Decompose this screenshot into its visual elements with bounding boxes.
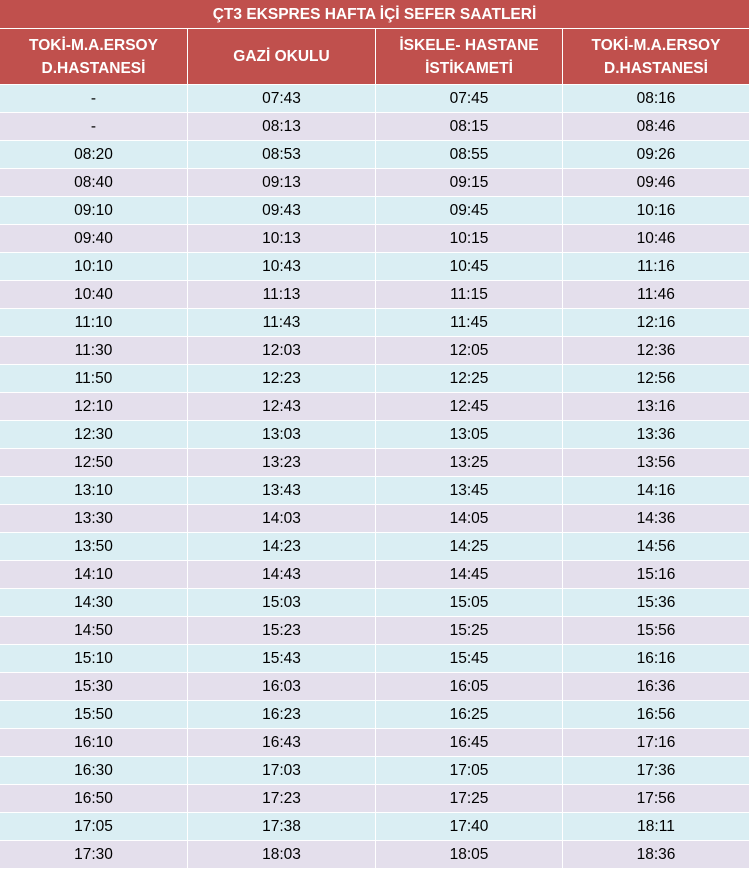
time-cell: 13:36 — [636, 426, 676, 443]
time-cell: 16:23 — [188, 701, 376, 728]
time-cell: 18:03 — [188, 841, 376, 868]
time-cell: 10:40 — [0, 281, 188, 308]
time-cell: 16:03 — [188, 673, 376, 700]
table-row — [0, 617, 749, 645]
time-cell: 17:05 — [0, 813, 188, 840]
time-cell: 17:03 — [188, 757, 376, 784]
time-cell: 11:46 — [637, 286, 675, 303]
time-cell: 16:10 — [0, 729, 188, 756]
table-row — [0, 813, 749, 841]
table-row — [0, 225, 749, 253]
time-cell: 09:43 — [188, 197, 376, 224]
table-row — [0, 197, 749, 225]
time-cell: 14:23 — [188, 533, 376, 560]
time-cell: 16:43 — [188, 729, 376, 756]
time-cell: 14:05 — [376, 505, 563, 532]
header-gazi-okulu — [188, 29, 376, 84]
time-cell: 14:45 — [376, 561, 563, 588]
time-cell: 13:10 — [0, 477, 188, 504]
time-cell: 12:50 — [0, 449, 188, 476]
time-cell: 18:05 — [376, 841, 563, 868]
time-cell: 08:13 — [188, 113, 376, 140]
time-cell: - — [0, 113, 188, 140]
time-cell: 08:20 — [0, 141, 188, 168]
time-cell: 16:05 — [376, 673, 563, 700]
time-cell: 16:56 — [636, 706, 676, 723]
time-cell: 08:46 — [636, 118, 676, 135]
header-line: TOKİ-M.A.ERSOY — [591, 36, 721, 54]
table-row — [0, 449, 749, 477]
time-cell: 13:30 — [0, 505, 188, 532]
time-cell: 11:15 — [376, 281, 563, 308]
time-cell: 09:26 — [636, 146, 676, 163]
table-row — [0, 561, 749, 589]
header-iskele-hastane — [376, 29, 563, 84]
time-cell: 11:43 — [188, 309, 376, 336]
table-row — [0, 785, 749, 813]
time-cell: 13:50 — [0, 533, 188, 560]
time-cell: 14:03 — [188, 505, 376, 532]
time-cell: 09:10 — [0, 197, 188, 224]
time-cell: 10:13 — [188, 225, 376, 252]
time-cell: 17:30 — [0, 841, 188, 868]
time-cell: 09:46 — [636, 174, 676, 191]
time-cell: 11:30 — [0, 337, 188, 364]
header-toki-origin — [0, 29, 188, 84]
table-row — [0, 309, 749, 337]
time-cell: 15:25 — [376, 617, 563, 644]
time-cell: 15:05 — [376, 589, 563, 616]
time-cell: 10:15 — [376, 225, 563, 252]
time-cell: 12:30 — [0, 421, 188, 448]
table-row — [0, 253, 749, 281]
time-cell: 15:16 — [636, 566, 676, 583]
table-row — [0, 533, 749, 561]
time-cell: 12:43 — [188, 393, 376, 420]
time-cell: 14:36 — [636, 510, 676, 527]
time-cell: 09:40 — [0, 225, 188, 252]
time-cell: 17:38 — [188, 813, 376, 840]
time-cell: 12:25 — [376, 365, 563, 392]
header-line: D.HASTANESİ — [604, 59, 708, 77]
table-row — [0, 141, 749, 169]
table-row — [0, 169, 749, 197]
time-cell: 10:45 — [376, 253, 563, 280]
time-cell: 08:40 — [0, 169, 188, 196]
time-cell: 11:45 — [376, 309, 563, 336]
time-cell: 13:25 — [376, 449, 563, 476]
header-line: D.HASTANESİ — [41, 59, 146, 77]
table-row — [0, 337, 749, 365]
time-cell: 14:50 — [0, 617, 188, 644]
time-cell: 17:56 — [636, 790, 676, 807]
time-cell: 15:30 — [0, 673, 188, 700]
time-cell: 18:11 — [637, 818, 675, 835]
table-row — [0, 701, 749, 729]
table-row — [0, 477, 749, 505]
time-cell: 15:36 — [636, 594, 676, 611]
time-cell: 14:43 — [188, 561, 376, 588]
time-cell: 16:25 — [376, 701, 563, 728]
table-row — [0, 505, 749, 533]
time-cell: 13:56 — [636, 454, 676, 471]
time-cell: 12:05 — [376, 337, 563, 364]
header-line: GAZİ OKULU — [233, 48, 330, 65]
time-cell: 12:23 — [188, 365, 376, 392]
time-cell: 13:16 — [636, 398, 676, 415]
time-cell: 17:05 — [376, 757, 563, 784]
time-cell: 08:15 — [376, 113, 563, 140]
table-row — [0, 673, 749, 701]
time-cell: 11:10 — [0, 309, 188, 336]
time-cell: 15:23 — [188, 617, 376, 644]
table-row — [0, 589, 749, 617]
time-cell: 08:16 — [636, 90, 676, 107]
time-cell: 13:03 — [188, 421, 376, 448]
column-headers — [0, 29, 749, 85]
time-cell: 13:43 — [188, 477, 376, 504]
time-cell: 10:46 — [636, 230, 676, 247]
time-cell: 10:43 — [188, 253, 376, 280]
table-row — [0, 113, 749, 141]
time-cell: 15:56 — [636, 622, 676, 639]
time-cell: 10:16 — [636, 202, 676, 219]
time-cell: 15:03 — [188, 589, 376, 616]
time-cell: 14:56 — [636, 538, 676, 555]
time-cell: 17:36 — [636, 762, 676, 779]
time-cell: 13:45 — [376, 477, 563, 504]
time-cell: 12:10 — [0, 393, 188, 420]
time-cell: 09:13 — [188, 169, 376, 196]
time-cell: 12:45 — [376, 393, 563, 420]
time-cell: 15:10 — [0, 645, 188, 672]
table-row — [0, 85, 749, 113]
time-cell: 12:16 — [636, 314, 676, 331]
time-cell: 18:36 — [636, 846, 676, 863]
table-row — [0, 281, 749, 309]
time-cell: 15:50 — [0, 701, 188, 728]
table-row — [0, 729, 749, 757]
time-cell: 16:36 — [636, 678, 676, 695]
time-cell: 14:25 — [376, 533, 563, 560]
time-cell: 07:43 — [188, 85, 376, 112]
time-cell: 17:16 — [636, 734, 676, 751]
time-cell: 14:16 — [636, 482, 676, 499]
time-cell: 16:45 — [376, 729, 563, 756]
time-cell: 13:05 — [376, 421, 563, 448]
time-cell: 13:23 — [188, 449, 376, 476]
time-cell: 12:56 — [636, 370, 676, 387]
header-line: TOKİ-M.A.ERSOY — [29, 36, 158, 54]
header-line: İSTİKAMETİ — [425, 59, 513, 77]
time-cell: 11:13 — [188, 281, 376, 308]
time-cell: 11:16 — [637, 258, 675, 275]
time-cell: 16:30 — [0, 757, 188, 784]
time-cell: 12:36 — [636, 342, 676, 359]
time-cell: 09:15 — [376, 169, 563, 196]
time-cell: 12:03 — [188, 337, 376, 364]
table-row — [0, 757, 749, 785]
table-row — [0, 421, 749, 449]
time-cell: 09:45 — [376, 197, 563, 224]
table-row — [0, 393, 749, 421]
time-cell: 17:40 — [376, 813, 563, 840]
schedule-rows — [0, 85, 749, 869]
time-cell: 10:10 — [0, 253, 188, 280]
time-cell: 14:10 — [0, 561, 188, 588]
header-toki-return — [563, 29, 749, 84]
time-cell: 07:45 — [376, 85, 563, 112]
time-cell: 08:55 — [376, 141, 563, 168]
time-cell: 08:53 — [188, 141, 376, 168]
time-cell: 16:16 — [636, 650, 676, 667]
time-cell: 17:23 — [188, 785, 376, 812]
table-row — [0, 841, 749, 869]
time-cell: - — [0, 85, 188, 112]
table-row — [0, 645, 749, 673]
time-cell: 15:43 — [188, 645, 376, 672]
table-row — [0, 365, 749, 393]
schedule-title: ÇT3 EKSPRES HAFTA İÇİ SEFER SAATLERİ — [0, 0, 749, 29]
header-line: İSKELE- HASTANE — [399, 36, 539, 54]
time-cell: 15:45 — [376, 645, 563, 672]
time-cell: 16:50 — [0, 785, 188, 812]
time-cell: 11:50 — [0, 365, 188, 392]
time-cell: 17:25 — [376, 785, 563, 812]
time-cell: 14:30 — [0, 589, 188, 616]
